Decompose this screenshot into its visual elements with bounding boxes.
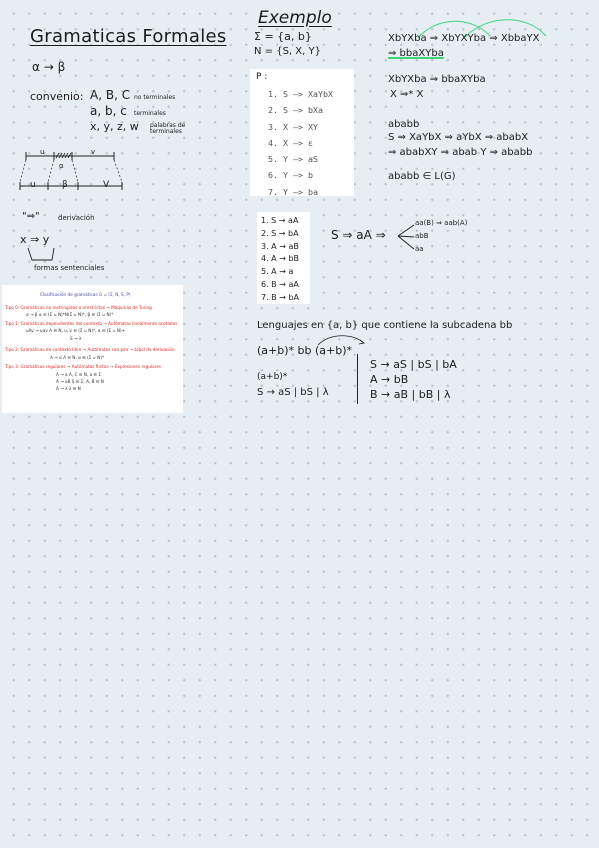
type3-rule3: A → λ λ ∈ N	[56, 386, 81, 391]
type0-rule: α → β α ∈ (Σ ∪ N)*N(Σ ∪ N)*, β ∈ (Σ ∪ N)*	[26, 312, 114, 317]
grammar-rule: 7. B → bA	[261, 292, 300, 302]
languages-heading: Lenguajes en {a, b} que contiene la subcadena bb	[257, 320, 513, 331]
production-rule: 5. Y —> aS	[268, 154, 318, 165]
type1-rule-extra: S → λ	[70, 336, 82, 341]
right-grammar-line2: A → bB	[370, 373, 409, 386]
grammar-rule: 6. B → aA	[261, 279, 299, 289]
example-word: ababb	[388, 119, 420, 130]
diagram-alpha: α	[59, 162, 64, 170]
grammar-rule: 3. A → aB	[261, 241, 299, 251]
type1-rule: uAv → uαv A ∈ N, u, v ∈ (Σ ∪ N)*, α ∈ (Σ ∪ N)+	[26, 328, 126, 333]
production-rule: 6. Y —> b	[268, 170, 313, 181]
second-grammar-card	[257, 212, 310, 304]
right-grammar-line1: S → aS | bS | bA	[370, 358, 457, 371]
sentential-bracket	[26, 246, 56, 264]
type1-line: Tipo 1: Gramáticas dependientes del contexto → Autómatas linealmente acotados	[5, 321, 178, 326]
derivation-symbol: "⇒"	[22, 211, 40, 222]
derivation-2-line1: XbYXba ⇒ bbaXYba	[388, 74, 486, 85]
type0-line: Tipo 0: Gramáticas no restringidas o irrestrictas → Máquinas de Turing	[5, 305, 152, 310]
example-title: Exemplo	[258, 8, 332, 28]
convenio-label: convenio:	[30, 90, 84, 103]
nonterminal-note: no terminales	[134, 94, 176, 101]
type3-line: Tipo 3: Gramáticas regulares → Autómatas finitos → Expresiones regulares	[5, 364, 162, 369]
tree-branches	[396, 222, 416, 252]
type3-rule1: A → a A, C ∈ N, a ∈ Σ	[56, 372, 102, 377]
derivation-1-line2: ⇒ bbaXYba	[388, 48, 444, 59]
terminal-symbols: a, b, c	[90, 104, 127, 118]
production-rules-list	[268, 86, 333, 200]
language-regex: (a+b)* bb (a+b)*	[257, 344, 353, 357]
type3-rule2: A → aB S ∈ Σ, A, B ∈ N	[56, 379, 104, 384]
classification-heading: Clasificación de gramáticas G = (Σ, N, S, P)	[40, 292, 131, 297]
diagram-top-u: u	[40, 148, 45, 156]
production-rules-card	[250, 69, 354, 196]
terminal-note: terminales	[134, 110, 166, 117]
derivation-1-line1: XbYXba ⇒ XbYXYba ⇒ XbbaYX	[388, 33, 540, 44]
production-rule: 3. X —> XY	[268, 121, 318, 132]
nonterminal-symbols: A, B, C	[90, 88, 131, 102]
derivation-3-line2: ⇒ ababXY ⇒ abab Y ⇒ ababb	[388, 147, 533, 158]
diagram-bottom-u: u	[30, 180, 36, 190]
diagram-top-v: v	[91, 148, 96, 156]
tree-branch-2: abB	[415, 232, 429, 240]
derivation-label: derivación	[58, 214, 95, 222]
derivation-3-line1: S ⇒ XaYbX ⇒ aYbX ⇒ ababX	[388, 132, 529, 143]
nonterminal-definition: N = {S, X, Y}	[254, 46, 321, 57]
tree-branch-3: aa	[415, 245, 424, 253]
productions-label: P :	[256, 72, 268, 82]
sentential-expression: x ⇒ y	[20, 233, 50, 246]
grammar-rule: 4. A → bB	[261, 254, 300, 264]
grammar-rule: 2. S → bA	[261, 228, 299, 238]
type2-rule: A → α A ∈ N, α ∈ (Σ ∪ N)*	[50, 355, 105, 360]
word-note: palabras de terminales	[150, 122, 186, 135]
tree-branch-1: aa(B) ⇒ aab(A)	[415, 219, 468, 227]
sentential-label: formas sentenciales	[34, 264, 105, 272]
grammar-classification-card	[2, 285, 183, 413]
production-rule: 2. S —> bXa	[268, 105, 323, 116]
grammar-rule: 5. A → a	[261, 267, 294, 277]
derivation-2-line2: X ⇒* X	[390, 89, 424, 100]
tree-start: S ⇒ aA ⇒	[331, 228, 386, 242]
page-title: Gramaticas Formales	[30, 26, 227, 47]
right-grammar-line3: B → aB | bB | λ	[370, 388, 451, 401]
sigma-definition: Σ = {a, b}	[254, 30, 312, 43]
membership-statement: ababb ∈ L(G)	[388, 171, 456, 182]
production-rule: 1. S —> XaYbX	[268, 89, 333, 99]
diagram-bottom-beta: β	[62, 180, 68, 190]
substitution-diagram	[16, 146, 128, 198]
sub-regex: (a+b)*	[257, 372, 288, 382]
grammar-divider	[357, 354, 358, 404]
alpha-beta-production: α → β	[32, 60, 66, 74]
word-symbols: x, y, z, w	[90, 120, 139, 133]
diagram-bottom-v: V	[103, 180, 110, 190]
production-rule: 7. Y —> ba	[268, 186, 318, 197]
type2-line: Tipo 2: Gramáticas de contexto libre → Autómatas con pila → árbol de derivación	[5, 347, 175, 352]
second-grammar-list	[257, 212, 310, 305]
production-rule: 4. X —> ε	[268, 137, 313, 148]
left-grammar: S → aS | bS | λ	[257, 387, 329, 398]
grammar-rule: 1. S → aA	[261, 216, 299, 225]
